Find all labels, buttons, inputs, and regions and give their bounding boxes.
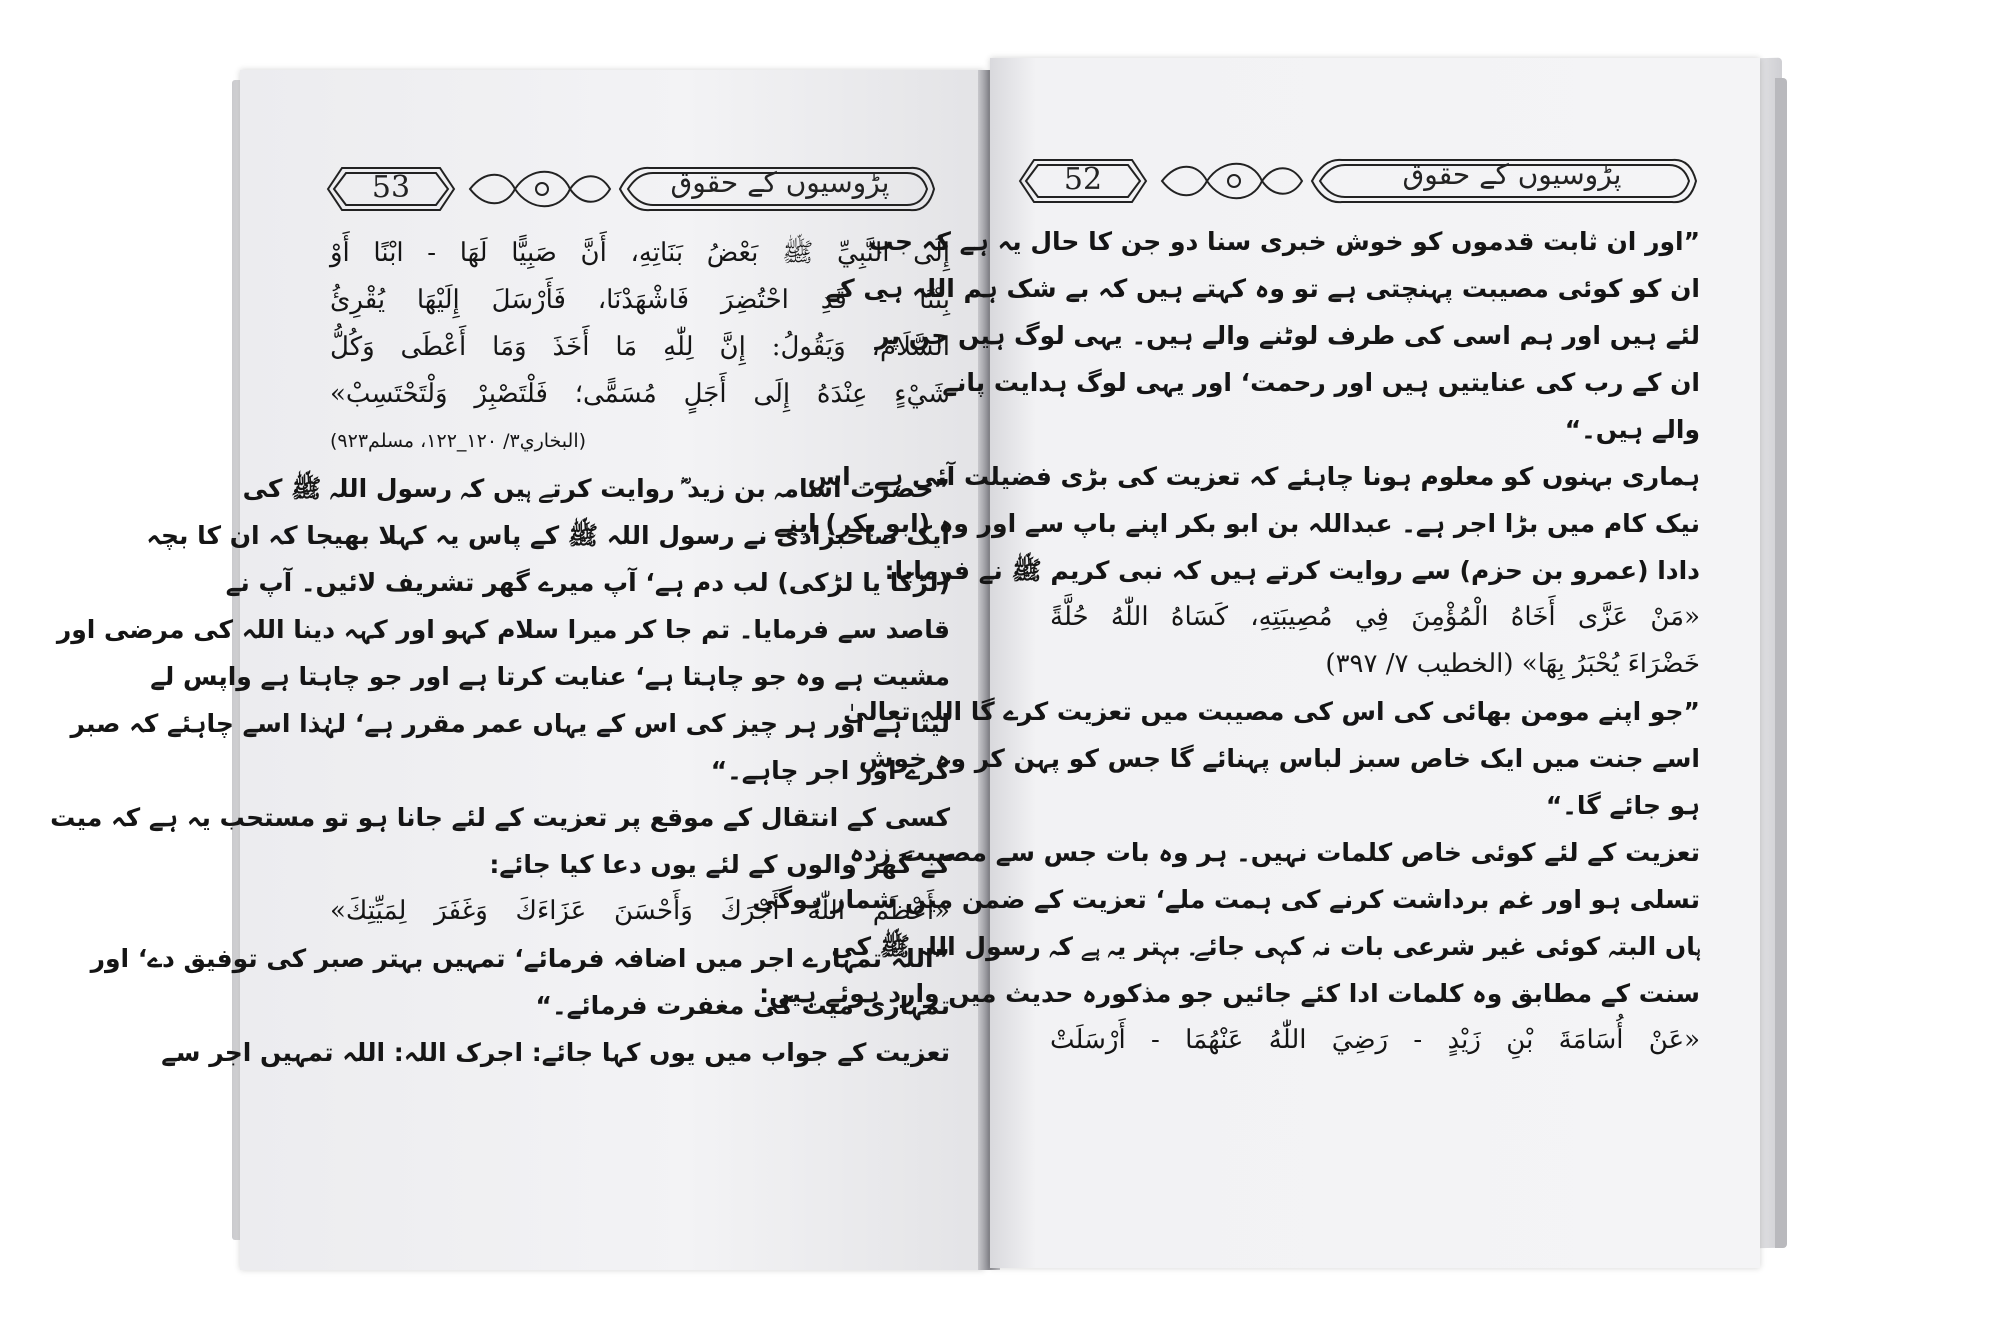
urdu-text-line: ”اور ان ثابت قدموں کو خوش خبری سنا دو جن کا حال یہ ہے کہ جب xyxy=(868,227,1700,256)
urdu-text-line: تسلی ہو اور غم برداشت کرنے کی ہمت ملے‘ تعزیت کے ضمن میں شمار ہوگی xyxy=(752,885,1700,914)
page-number: 52 xyxy=(1063,162,1103,197)
urdu-text-line: ”اللہ تمہارے اجر میں اضافہ فرمائے‘ تمہیں بہتر صبر کی توفیق دے‘ اور xyxy=(90,944,950,973)
urdu-text-line: ان کے رب کی عنایتیں ہیں اور رحمت‘ اور یہی لوگ ہدایت پانے xyxy=(942,368,1700,397)
urdu-text-line: ہماری بہنوں کو معلوم ہونا چاہئے کہ تعزیت کی بڑی فضیلت آئی ہے۔ اس xyxy=(807,462,1700,491)
urdu-text-line: کرے اور اجر چاہے۔“ xyxy=(710,756,950,785)
arabic-text-line: «أَعْظَمَ اللّٰهُ أَجْرَكَ وَأَحْسَنَ عَزَاءَكَ وَغَفَرَ لِمَيِّتِكَ» xyxy=(330,896,950,926)
page-header-ornament xyxy=(320,158,940,220)
urdu-text-line: کے گھر والوں کے لئے یوں دعا کیا جائے: xyxy=(489,850,950,879)
arabic-text-line: «مَنْ عَزَّى أَخَاهُ الْمُؤْمِنَ فِي مُصِيبَتِهِ، كَسَاهُ اللّٰهُ حُلَّةً xyxy=(1050,602,1700,632)
urdu-text-line: ”جو اپنے مومن بھائی کی اس کی مصیبت میں تعزیت کرے گا اللہ تعالیٰ xyxy=(842,697,1700,726)
urdu-text-line: لیتا ہے اور ہر چیز کی اس کے یہاں عمر مقرر ہے‘ لہٰذا اسے چاہئے کہ صبر xyxy=(70,709,950,738)
urdu-text-line: ہاں البتہ کوئی غیر شرعی بات نہ کہی جائے۔ بہتر یہ ہے کہ رسول اللہ ﷺ کی xyxy=(831,932,1700,961)
running-title: پڑوسیوں کے حقوق xyxy=(670,166,890,199)
reference-line: (البخاري۳/ ۱۲۰_۱۲۲، مسلم۹۲۳) xyxy=(330,430,587,452)
page-number: 53 xyxy=(371,170,411,205)
arabic-text-line: بِنْتًا - قَدِ احْتُضِرَ فَاشْهَدْنَا، فَأَرْسَلَ إِلَيْهَا يُقْرِئُ xyxy=(330,285,950,315)
urdu-text-line: تمہاری میت کی مغفرت فرمائے۔“ xyxy=(535,991,950,1020)
urdu-text-line: قاصد سے فرمایا۔ تم جا کر میرا سلام کہو اور کہہ دینا اللہ کی مرضی اور xyxy=(56,615,950,644)
page-header-ornament xyxy=(1012,150,1702,212)
urdu-text-line: ”حضرت اسامہ بن زید ؓ روایت کرتے ہیں کہ رسول اللہ ﷺ کی xyxy=(242,474,950,503)
arabic-text-line: «عَنْ أُسَامَةَ بْنِ زَيْدٍ - رَضِيَ اللّٰهُ عَنْهُمَا - أَرْسَلَتْ xyxy=(1050,1025,1700,1055)
urdu-text-line: ان کو کوئی مصیبت پہنچتی ہے تو وہ کہتے ہیں کہ بے شک ہم اللہ ہی کے xyxy=(825,274,1700,303)
arabic-text-line: إِلَى النَّبِيِّ ﷺ بَعْضُ بَنَاتِهِ، أَنَّ صَبِيًّا لَهَا - ابْنًا أَوْ xyxy=(330,238,950,268)
urdu-text-line: (لڑکا یا لڑکی) لب دم ہے‘ آپ میرے گھر تشریف لائیں۔ آپ نے xyxy=(225,568,950,597)
urdu-text-line: والے ہیں۔“ xyxy=(1564,415,1700,444)
urdu-text-line: نیک کام میں بڑا اجر ہے۔ عبداللہ بن ابو بکر اپنے باپ سے اور وہ (ابو بکر) اپنے xyxy=(773,509,1700,538)
page-stack-edge-dark xyxy=(1775,78,1787,1248)
urdu-text-line: کسی کے انتقال کے موقع پر تعزیت کے لئے جانا ہو تو مستحب یہ ہے کہ میت xyxy=(50,803,950,832)
urdu-text-line: ایک صاحبزادی نے رسول اللہ ﷺ کے پاس یہ کہلا بھیجا کہ ان کا بچہ xyxy=(146,521,950,550)
arabic-text-line: شَيْءٍ عِنْدَهُ إِلَى أَجَلٍ مُسَمًّى؛ فَلْتَصْبِرْ وَلْتَحْتَسِبْ» xyxy=(330,379,950,409)
urdu-text-line: اسے جنت میں ایک خاص سبز لباس پہنائے گا جس کو پہن کر وہ خوش xyxy=(858,744,1700,773)
urdu-text-line: تعزیت کے لئے کوئی خاص کلمات نہیں۔ ہر وہ بات جس سے مصیبت زدہ xyxy=(849,838,1700,867)
arabic-text-line: السَّلَامَ، وَيَقُولُ: إِنَّ لِلّٰهِ مَا أَخَذَ وَمَا أَعْطَى وَكُلُّ xyxy=(330,332,950,362)
urdu-text-line: لئے ہیں اور ہم اسی کی طرف لوٹنے والے ہیں۔ یہی لوگ ہیں جن پر xyxy=(875,321,1700,350)
urdu-text-line: دادا (عمرو بن حزم) سے روایت کرتے ہیں کہ نبی کریم ﷺ نے فرمایا: xyxy=(884,556,1700,585)
urdu-text-line: تعزیت کے جواب میں یوں کہا جائے: اجرک اللہ: اللہ تمہیں اجر سے xyxy=(161,1038,950,1067)
arabic-text-line: خَضْرَاءَ يُحْبَرُ بِهَا» (الخطيب ۷/ ۳۹۷) xyxy=(1325,649,1700,679)
running-title: پڑوسیوں کے حقوق xyxy=(1402,158,1622,191)
urdu-text-line: سنت کے مطابق وہ کلمات ادا کئے جائیں جو مذکورہ حدیث میں وارد ہوئے ہیں: xyxy=(759,979,1700,1008)
urdu-text-line: مشیت ہے وہ جو چاہتا ہے‘ عنایت کرتا ہے اور جو چاہتا ہے واپس لے xyxy=(150,662,950,691)
urdu-text-line: ہو جائے گا۔“ xyxy=(1545,791,1700,820)
